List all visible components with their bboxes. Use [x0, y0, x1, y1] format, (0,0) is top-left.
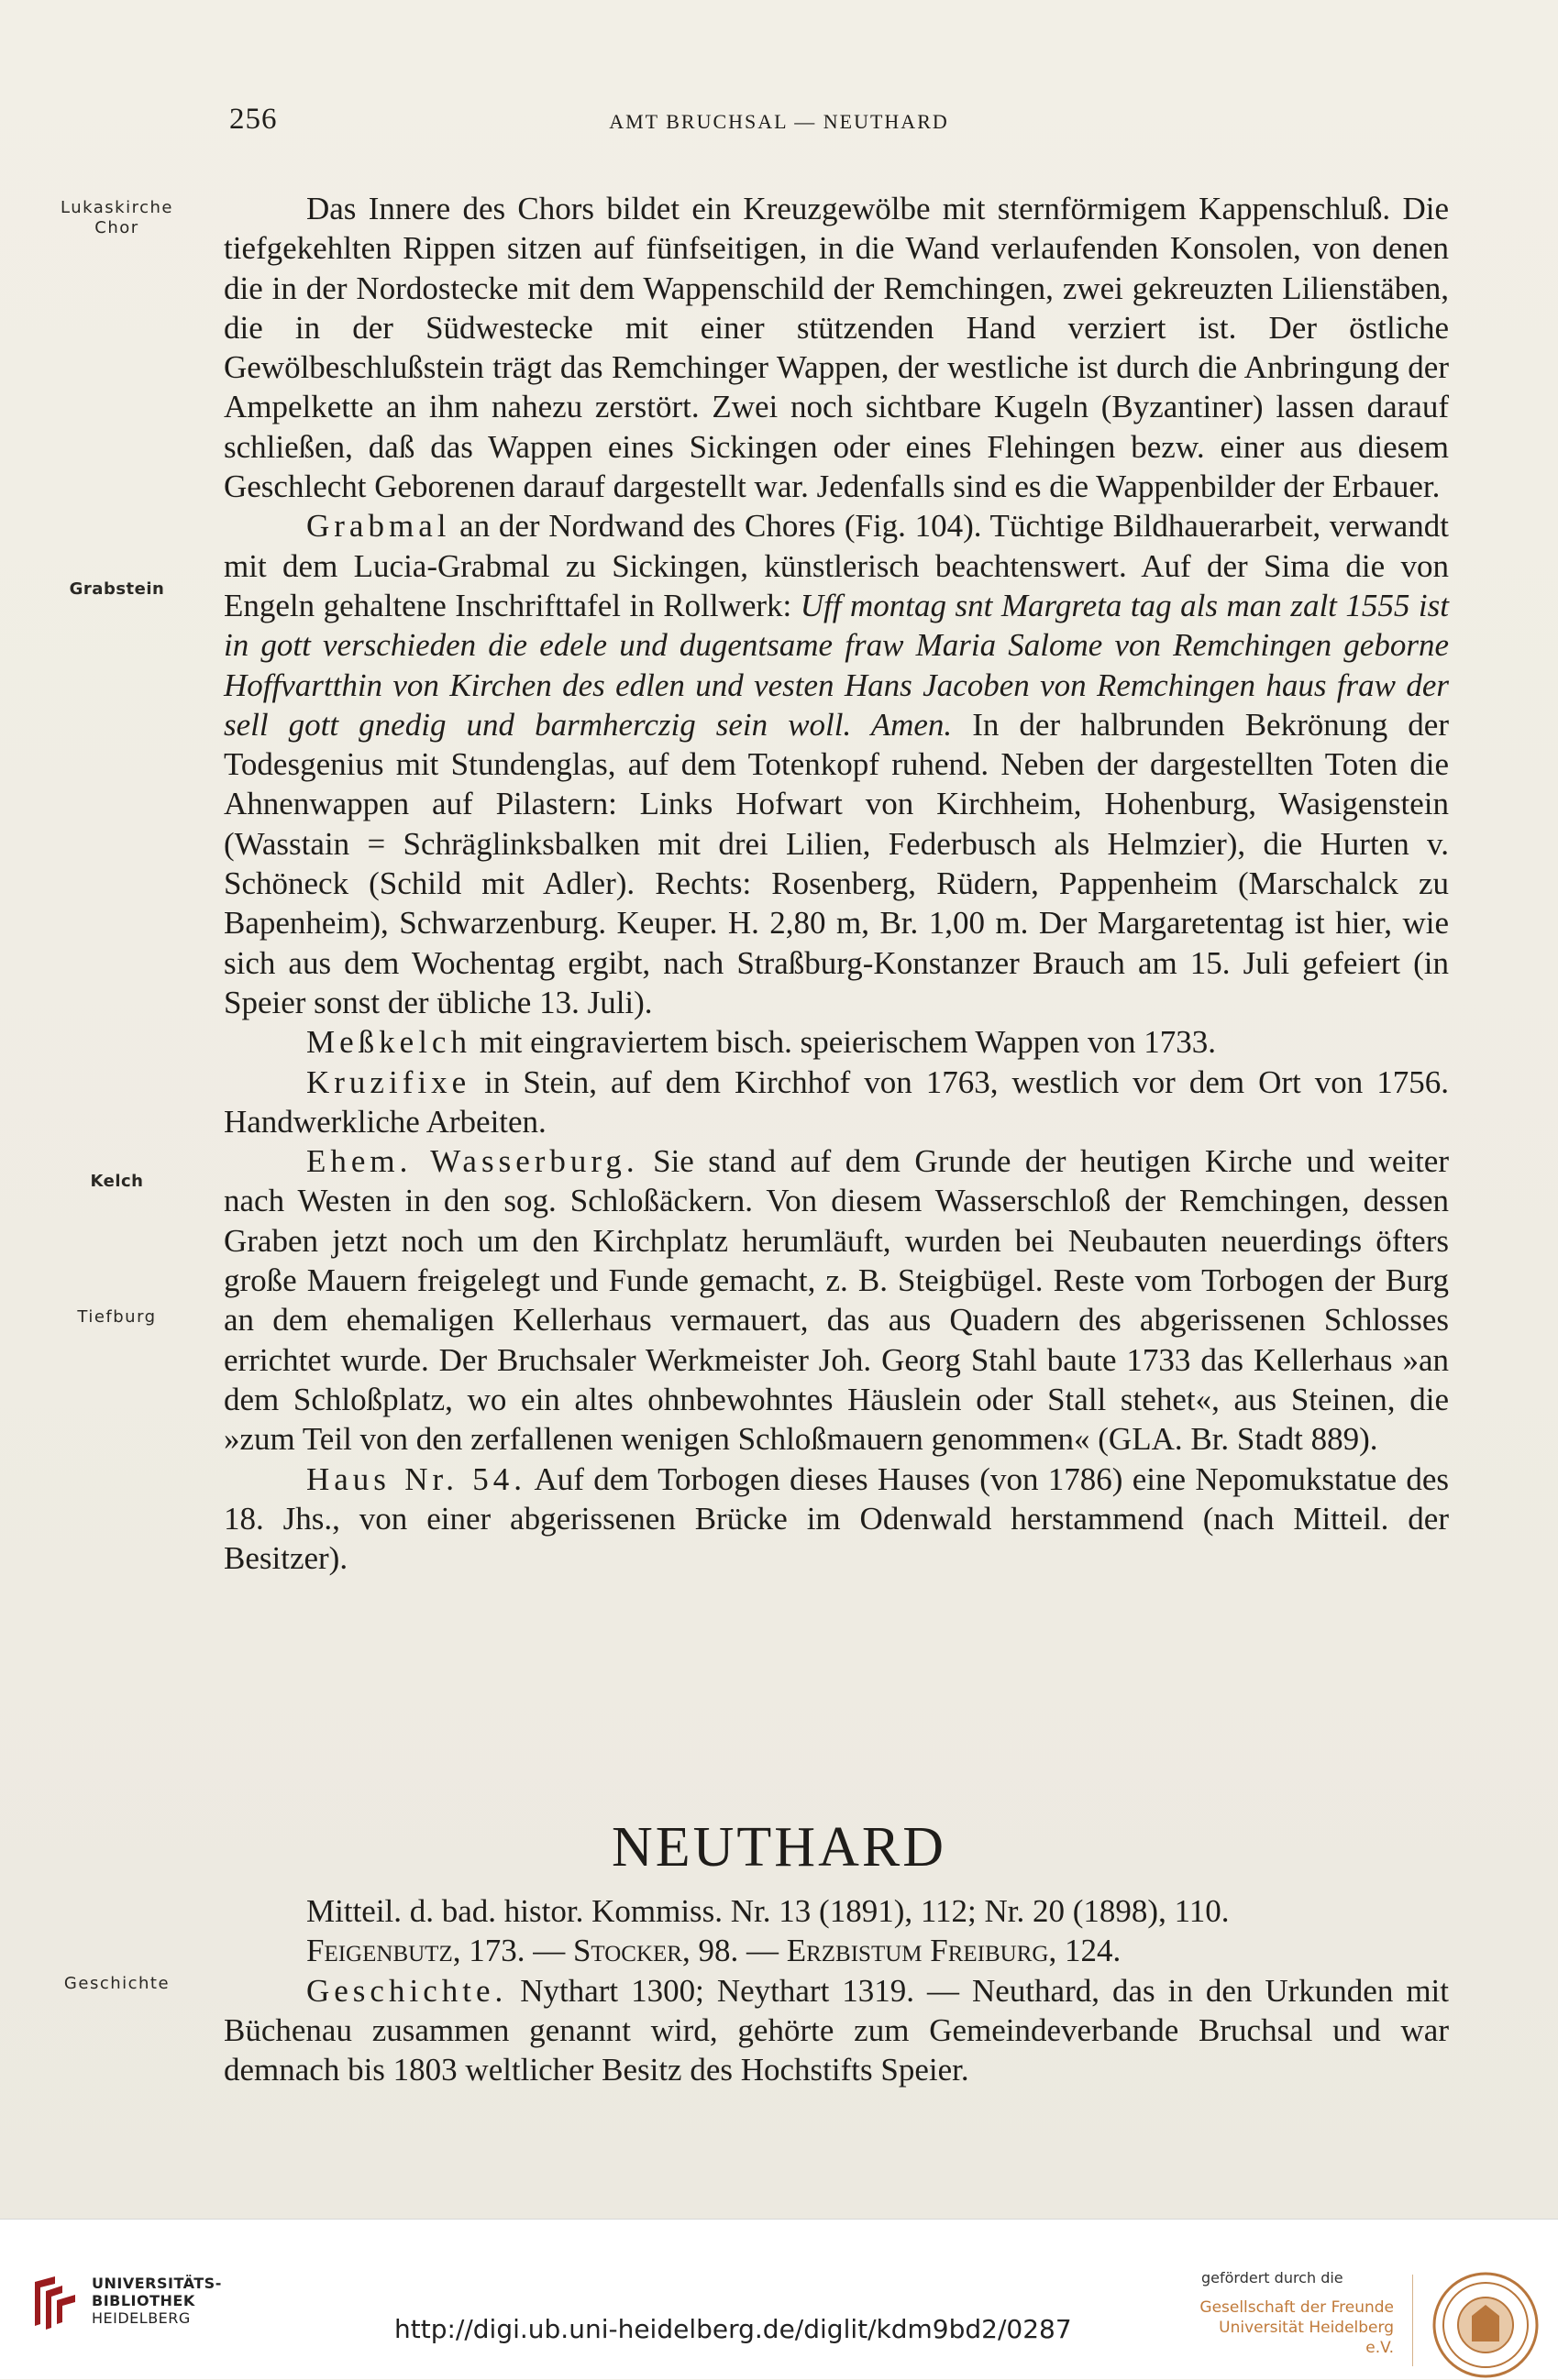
library-logo-icon	[28, 2275, 83, 2331]
lead-word: Ehem. Wasserburg.	[306, 1143, 639, 1180]
margin-note-geschichte: Geschichte	[63, 1974, 171, 1993]
paragraph-kelch	[224, 1022, 1449, 1062]
page-header	[0, 103, 1558, 149]
footer-divider	[1412, 2275, 1413, 2366]
paragraph-haus	[224, 1460, 1449, 1579]
margin-note-lukaskirche	[28, 198, 206, 238]
lead-word: Geschichte.	[306, 1972, 508, 2009]
paragraph-text: Auf dem Torbogen dieses Hauses (von 1786) eine Nepomukstatue des 18. Jhs., von einer abgerissenen Brücke im Odenwald herstammend (nach Mitteil. der Besitzer).	[224, 1460, 1449, 1577]
section-text-block	[224, 1891, 1449, 2089]
library-name-line: HEIDELBERG	[92, 2309, 191, 2327]
section-title: NEUTHARD	[612, 1816, 946, 1879]
running-title: AMT BRUCHSAL — NEUTHARD	[609, 110, 949, 133]
margin-note-text: Chor	[94, 218, 139, 237]
lead-word: Kruzifixe	[306, 1063, 471, 1100]
university-seal-icon	[1431, 2270, 1541, 2380]
society-name-line: Universität Heidelberg e.V.	[1219, 2319, 1394, 2357]
paragraph-text: in Stein, auf dem Kirchhof von 1763, westlich vor dem Ort von 1756. Handwerkliche Arbeiten.	[224, 1063, 1449, 1140]
literature-line-1: Mitteil. d. bad. histor. Kommiss. Nr. 13 (1891), 112; Nr. 20 (1898), 110.	[306, 1893, 1230, 1929]
lead-word: Haus Nr. 54.	[306, 1460, 527, 1497]
paragraph-text: an der Nordwand des Chores (Fig. 104). Tüchtige Bildhauerarbeit, verwandt mit dem Lucia-Grabmal zu Sickingen, künstlerisch beachtenswert. Auf der Sima die von Engeln gehaltene Inschrifttafel in Rollwerk:	[224, 508, 1449, 623]
paragraph-geschichte	[224, 1971, 1449, 2090]
society-name	[1192, 2297, 1394, 2358]
library-name-line: UNIVERSITÄTS-	[92, 2275, 222, 2292]
paragraph-chor: Das Innere des Chors bildet ein Kreuzgewölbe mit sternförmigem Kappenschluß. Die tiefgekehlten Rippen sitzen auf fünfseitigen, in die Wand verlaufenden Konsolen, von denen die in der Nordostecke mit dem Wappenschild der Remchingen, zwei gekreuzten Lilienstäben, die in der Südwestecke mit einer stützenden Hand verziert ist. Der östliche Gewölbeschlußstein trägt das Remchinger Wappen, der westliche ist durch die Anbringung der Ampelkette an ihm nahezu zerstört. Zwei noch sichtbare Kugeln (Byzantiner) lassen darauf schließen, daß das Wappen eines Sickingen oder eines Flehingen bezw. einer aus diesem Geschlecht Geborenen darauf dargestellt war. Jedenfalls sind es die Wappenbilder der Erbauer.	[224, 191, 1449, 505]
society-name-line: Gesellschaft der Freunde	[1199, 2298, 1394, 2317]
library-name-line: BIBLIOTHEK	[92, 2292, 195, 2309]
literature-line-2: Feigenbutz, 173. — Stocker, 98. — Erzbistum Freiburg, 124.	[306, 1933, 1122, 1969]
margin-note-text: Lukaskirche	[61, 198, 173, 217]
library-name	[92, 2275, 222, 2327]
inscription-text: Uff montag snt Margreta tag als man zalt 1555 ist in gott verschieden die edele und dugentsame fraw Maria Salome von Remchingen geborne Hoffvartthin von Kirchen des edlen und vesten Hans Jacoben von Remchingen haus fraw der sell gott gnedig und barmherczig sein woll. Amen.	[224, 587, 1449, 743]
lead-word: Grabmal	[306, 508, 451, 545]
margin-note-kelch: Kelch	[90, 1172, 144, 1191]
paragraph-wasserburg	[224, 1141, 1449, 1459]
main-text-block	[224, 189, 1449, 1578]
paragraph-grabmal	[224, 506, 1449, 1022]
paragraph-text: In der halbrunden Bekrönung der Todesgenius mit Stundenglas, auf dem Totenkopf ruhend. Neben der dargestellten Toten die Ahnenwappen auf Pilastern: Links Hofwart von Kirchheim, Hohenburg, Wasigenstein (Wasstain = Schräglinksbalken mit drei Lilien, Federbusch als Helmzier), die Hurten v. Schöneck (Schild mit Adler). Rechts: Rosenberg, Rüdern, Pappenheim (Marschalck zu Bapenheim), Schwarzenburg. Keuper. H. 2,80 m, Br. 1,00 m. Der Margaretentag ist hier, wie sich aus dem Wochentag ergibt, nach Straßburg-Konstanzer Brauch am 15. Juli gefeiert (in Speier sonst der übliche 13. Juli).	[224, 706, 1449, 1020]
funded-by-text: gefördert durch die	[1201, 2269, 1343, 2286]
margin-note-tiefburg: Tiefburg	[77, 1307, 157, 1327]
paragraph-text: mit eingraviertem bisch. speierischem Wappen von 1733.	[470, 1024, 1216, 1061]
footer-bar	[0, 2219, 1558, 2379]
lead-word: Meßkelch	[306, 1024, 471, 1061]
paragraph-kruzifixe	[224, 1063, 1449, 1142]
margin-note-grabstein: Grabstein	[69, 579, 165, 599]
page-number: 256	[229, 103, 278, 136]
paragraph-text: Sie stand auf dem Grunde der heutigen Kirche und weiter nach Westen in den sog. Schloßäckern. Von diesem Wasserschloß der Remchingen, dessen Graben jetzt noch um den Kirchplatz herumläuft, wurden bei Neubauten neuerdings öfters große Mauern freigelegt und Funde gemacht, z. B. Steigbügel. Reste vom Torbogen der Burg an dem ehemaligen Kellerhaus vermauert, das aus Quadern des abgerissenen Schlosses errichtet wurde. Der Bruchsaler Werkmeister Joh. Georg Stahl baute 1733 das Kellerhaus »an dem Schloßplatz, wo ein altes ohnbewohntes Häuslein oder Stall stehet«, aus Steinen, die »zum Teil von den zerfallenen wenigen Schloßmauern genommen« (GLA. Br. Stadt 889).	[224, 1143, 1449, 1458]
paragraph-text: Nythart 1300; Neythart 1319. — Neuthard, das in den Urkunden mit Büchenau zusammen genannt wird, gehörte zum Gemeindeverbande Bruchsal und war demnach bis 1803 weltlicher Besitz des Hochstifts Speier.	[224, 1972, 1449, 2088]
permalink-url[interactable]: http://digi.ub.uni-heidelberg.de/diglit/kdm9bd2/0287	[394, 2314, 1072, 2344]
